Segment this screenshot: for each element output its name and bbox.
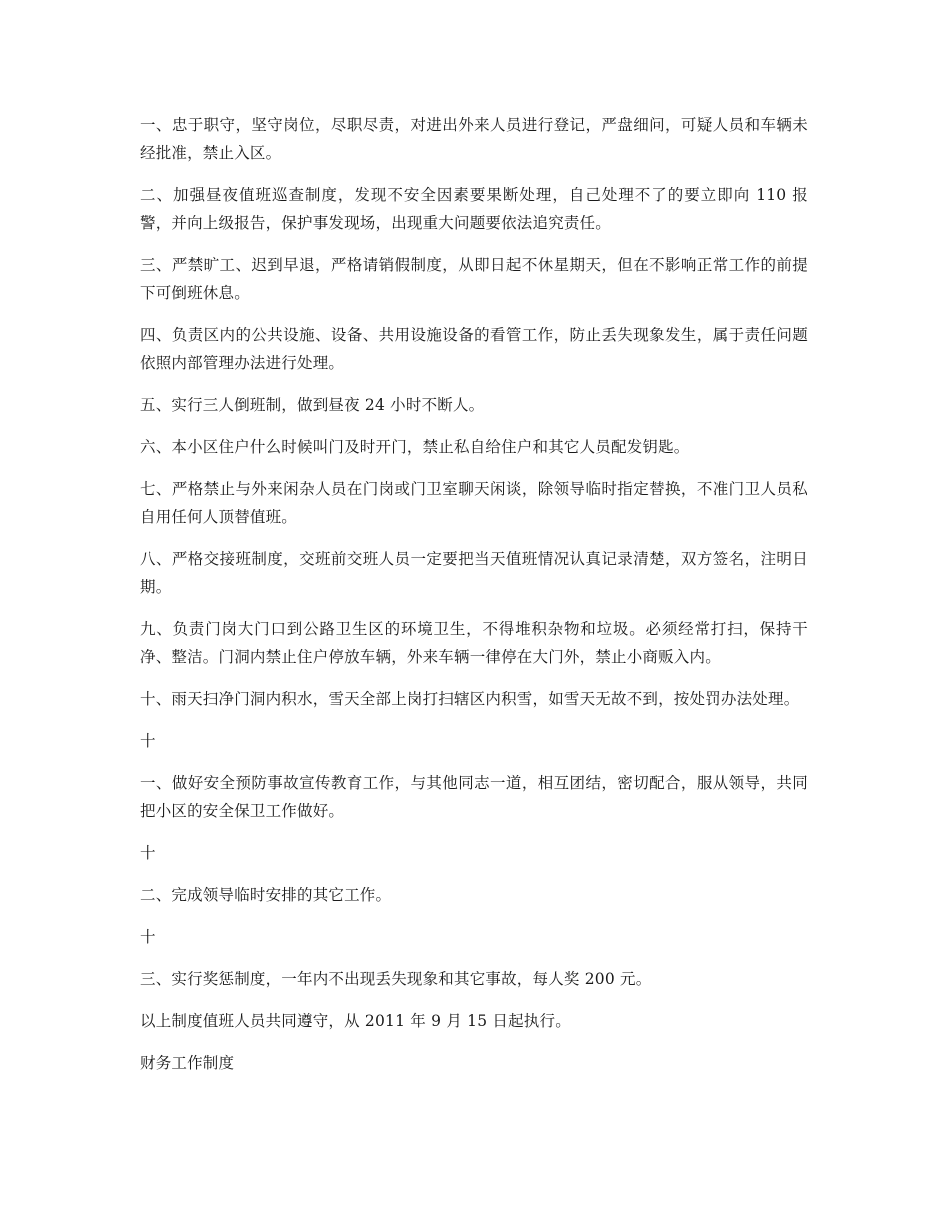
rule-1: 一、忠于职守，坚守岗位，尽职尽责，对进出外来人员进行登记，严盘细问，可疑人员和车辆未经批准，禁止入区。	[140, 116, 808, 162]
rule-5: 五、实行三人倒班制，做到昼夜 24 小时不断人。	[140, 396, 485, 414]
rule-8: 八、严格交接班制度，交班前交班人员一定要把当天值班情况认真记录清楚，双方签名，注明日期。	[140, 550, 808, 596]
rule-12-prefix: 十	[140, 844, 156, 862]
rule-11-prefix: 十	[140, 732, 156, 750]
rule-7: 七、严格禁止与外来闲杂人员在门岗或门卫室聊天闲谈，除领导临时指定替换，不准门卫人员私自用任何人顶替值班。	[140, 480, 808, 526]
rule-4: 四、负责区内的公共设施、设备、共用设施设备的看管工作，防止丢失现象发生，属于责任问题依照内部管理办法进行处理。	[140, 326, 808, 372]
document-body	[140, 111, 808, 1091]
rule-9: 九、负责门岗大门口到公路卫生区的环境卫生，不得堆积杂物和垃圾。必须经常打扫，保持干净、整洁。门洞内禁止住户停放车辆，外来车辆一律停在大门外，禁止小商贩入内。	[140, 620, 808, 666]
rule-13-prefix: 十	[140, 928, 156, 946]
rule-13: 三、实行奖惩制度，一年内不出现丢失现象和其它事故，每人奖 200 元。	[140, 970, 652, 988]
effective-date-note: 以上制度值班人员共同遵守，从 2011 年 9 月 15 日起执行。	[140, 1012, 571, 1030]
next-section-title: 财务工作制度	[140, 1054, 235, 1072]
rule-10: 十、雨天扫净门洞内积水，雪天全部上岗打扫辖区内积雪，如雪天无故不到，按处罚办法处理。	[140, 690, 800, 708]
rule-11: 一、做好安全预防事故宣传教育工作，与其他同志一道，相互团结，密切配合，服从领导，共同把小区的安全保卫工作做好。	[140, 774, 808, 820]
rule-2: 二、加强昼夜值班巡查制度，发现不安全因素要果断处理，自己处理不了的要立即向 110 报警，并向上级报告，保护事发现场，出现重大问题要依法追究责任。	[140, 186, 808, 232]
rule-6: 六、本小区住户什么时候叫门及时开门，禁止私自给住户和其它人员配发钥匙。	[140, 438, 690, 456]
rule-12: 二、完成领导临时安排的其它工作。	[140, 886, 392, 904]
rule-3: 三、严禁旷工、迟到早退，严格请销假制度，从即日起不休星期天，但在不影响正常工作的前提下可倒班休息。	[140, 256, 808, 302]
